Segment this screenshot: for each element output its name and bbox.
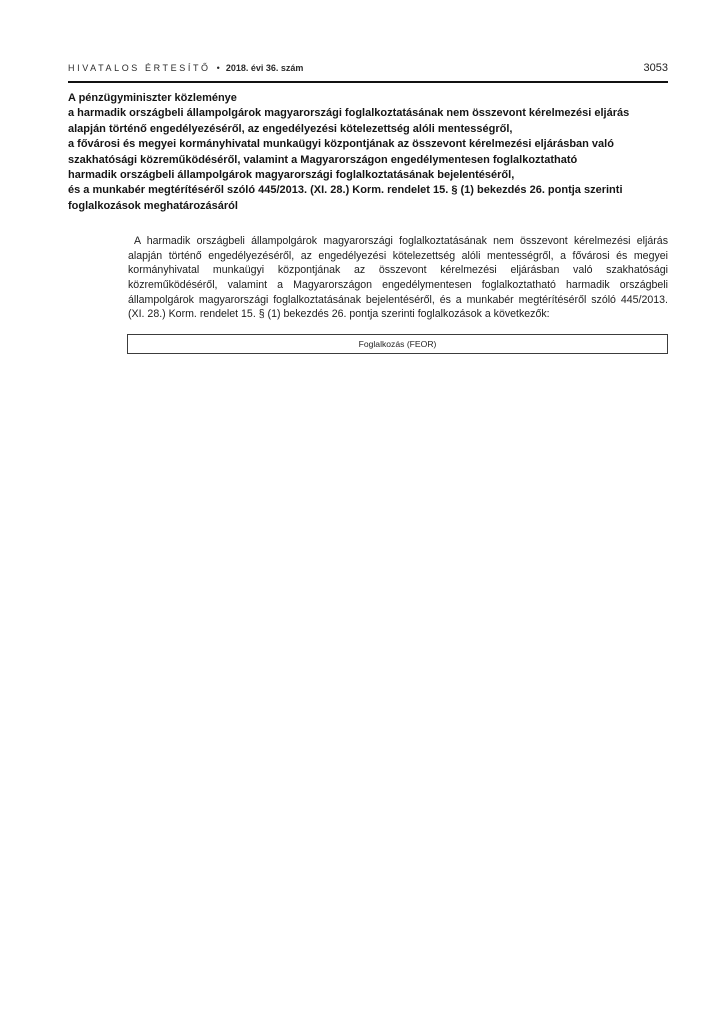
feor-table-head xyxy=(128,334,668,353)
issue-label: 2018. évi 36. szám xyxy=(225,63,304,73)
page-number: 3053 xyxy=(643,62,668,74)
journal-name: HIVATALOS ÉRTESÍTŐ xyxy=(68,63,211,73)
feor-table xyxy=(127,334,668,354)
title-line: alapján történő engedélyezéséről, az engedélyezési kötelezettség alóli mentességről, xyxy=(68,122,513,135)
title-line: és a munkabér megtérítéséről szóló 445/2013. (XI. 28.) Korm. rendelet 15. § (1) bekezdés 26. pontja szerinti xyxy=(68,184,623,197)
bullet-separator: • xyxy=(216,63,220,73)
page-content xyxy=(0,0,724,354)
running-head xyxy=(68,63,303,73)
table-header-cell: Foglalkozás (FEOR) xyxy=(128,334,668,353)
title-line: szakhatósági közreműködéséről, valamint a Magyarországon engedélymentesen foglalkoztatható xyxy=(68,153,578,166)
title-line: foglalkozások meghatározásáról xyxy=(68,199,238,212)
page-header xyxy=(68,62,668,83)
title-line: harmadik országbeli állampolgárok magyarországi foglalkoztatásának bejelentéséről, xyxy=(68,169,515,182)
table-header-row xyxy=(128,334,668,353)
title-line: A pénzügyminiszter közleménye xyxy=(68,92,237,104)
title-line: a fővárosi és megyei kormányhivatal munkaügyi központjának az összevont kérelmezési eljárásban való xyxy=(68,138,614,151)
article-title xyxy=(68,91,668,214)
intro-paragraph: A harmadik országbeli állampolgárok magyarországi foglalkoztatásának nem összevont kérelmezési eljárás alapján történő engedélyezéséről, az engedélyezési kötelezettség alóli mentességről, a fővárosi és megyei kormányhivatal munkaügyi központjának az összevont kérelmezési eljárásban való szakhatósági közreműködéséről, valamint a Magyarországon engedélymentesen foglalkoztatható harmadik országbeli állampolgárok magyarországi foglalkoztatásának bejelentéséről, és a munkabér megtérítéséről szóló 445/2013. (XI. 28.) Korm. rendelet 15. § (1) bekezdés 26. pontja szerinti foglalkozások a következők: xyxy=(128,235,668,321)
title-line: a harmadik országbeli állampolgárok magyarországi foglalkoztatásának nem összevont kérelmezési eljárás xyxy=(68,107,630,120)
